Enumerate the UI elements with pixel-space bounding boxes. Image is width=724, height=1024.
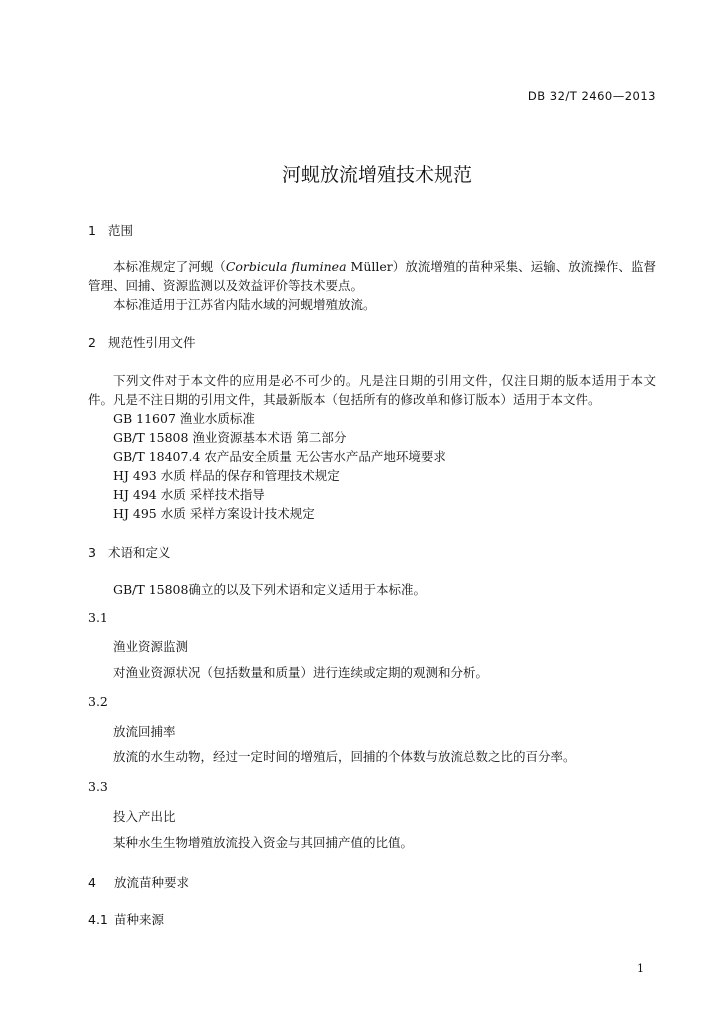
clause-number: 3.3 xyxy=(88,779,108,794)
page-number: 1 xyxy=(637,962,644,975)
reference-item: HJ 495 水质 采样方案设计技术规定 xyxy=(113,506,315,521)
section-1-paragraph-2: 本标准适用于江苏省内陆水域的河蚬增殖放流。 xyxy=(113,297,376,312)
term-heading: 放流回捕率 xyxy=(113,724,176,739)
clause-number: 3.1 xyxy=(88,610,108,625)
section-2-paragraph: 下列文件对于本文件的应用是必不可少的。凡是注日期的引用文件，仅注日期的版本适用于本文件。凡是不注日期的引用文件，其最新版本（包括所有的修改单和修订版本）适用于本文件。 xyxy=(88,373,656,407)
document-code: DB 32/T 2460—2013 xyxy=(527,89,656,103)
section-4-1-title: 苗种来源 xyxy=(114,912,165,927)
term-heading: 渔业资源监测 xyxy=(113,639,189,654)
term-definition: 某种水生生物增殖放流投入资金与其回捕产值的比值。 xyxy=(113,835,414,850)
section-2-title: 规范性引用文件 xyxy=(108,335,196,350)
scope-text-end: Müller）放流增殖的苗种采集、运输、放流操作、监督管理、回捕、资源监测以及效益评价等技术要点。 xyxy=(88,259,656,293)
section-1-number: 1 xyxy=(88,223,96,238)
species-name: Corbicula fluminea xyxy=(225,259,347,274)
reference-item: HJ 494 水质 采样技术指导 xyxy=(113,487,265,502)
term-definition: 对渔业资源状况（包括数量和质量）进行连续或定期的观测和分析。 xyxy=(113,665,489,680)
reference-item: HJ 493 水质 样品的保存和管理技术规定 xyxy=(113,468,340,483)
section-4-title: 放流苗种要求 xyxy=(114,875,190,890)
term-heading: 投入产出比 xyxy=(113,809,176,824)
section-2-heading xyxy=(88,333,196,351)
scope-text-start: 本标准规定了河蚬（ xyxy=(113,259,226,274)
reference-item: GB 11607 渔业水质标准 xyxy=(113,411,255,426)
section-4-1-heading xyxy=(88,910,164,928)
clause-number: 3.2 xyxy=(88,694,108,709)
section-4-heading xyxy=(88,873,189,891)
section-3-number: 3 xyxy=(88,545,96,560)
section-1-paragraph-1 xyxy=(88,257,656,295)
section-4-number: 4 xyxy=(88,875,96,890)
section-4-1-number: 4.1 xyxy=(88,912,108,927)
section-1-title: 范围 xyxy=(108,223,134,238)
section-3-heading xyxy=(88,543,171,561)
reference-item: GB/T 18407.4 农产品安全质量 无公害水产品产地环境要求 xyxy=(113,449,446,464)
document-title: 河蚬放流增殖技术规范 xyxy=(281,164,472,186)
section-3-paragraph: GB/T 15808确立的以及下列术语和定义适用于本标准。 xyxy=(113,582,426,597)
section-3-title: 术语和定义 xyxy=(108,545,171,560)
section-2-number: 2 xyxy=(88,335,96,350)
reference-item: GB/T 15808 渔业资源基本术语 第二部分 xyxy=(113,430,347,445)
term-definition: 放流的水生动物，经过一定时间的增殖后，回捕的个体数与放流总数之比的百分率。 xyxy=(113,749,576,764)
section-1-heading xyxy=(88,221,133,239)
